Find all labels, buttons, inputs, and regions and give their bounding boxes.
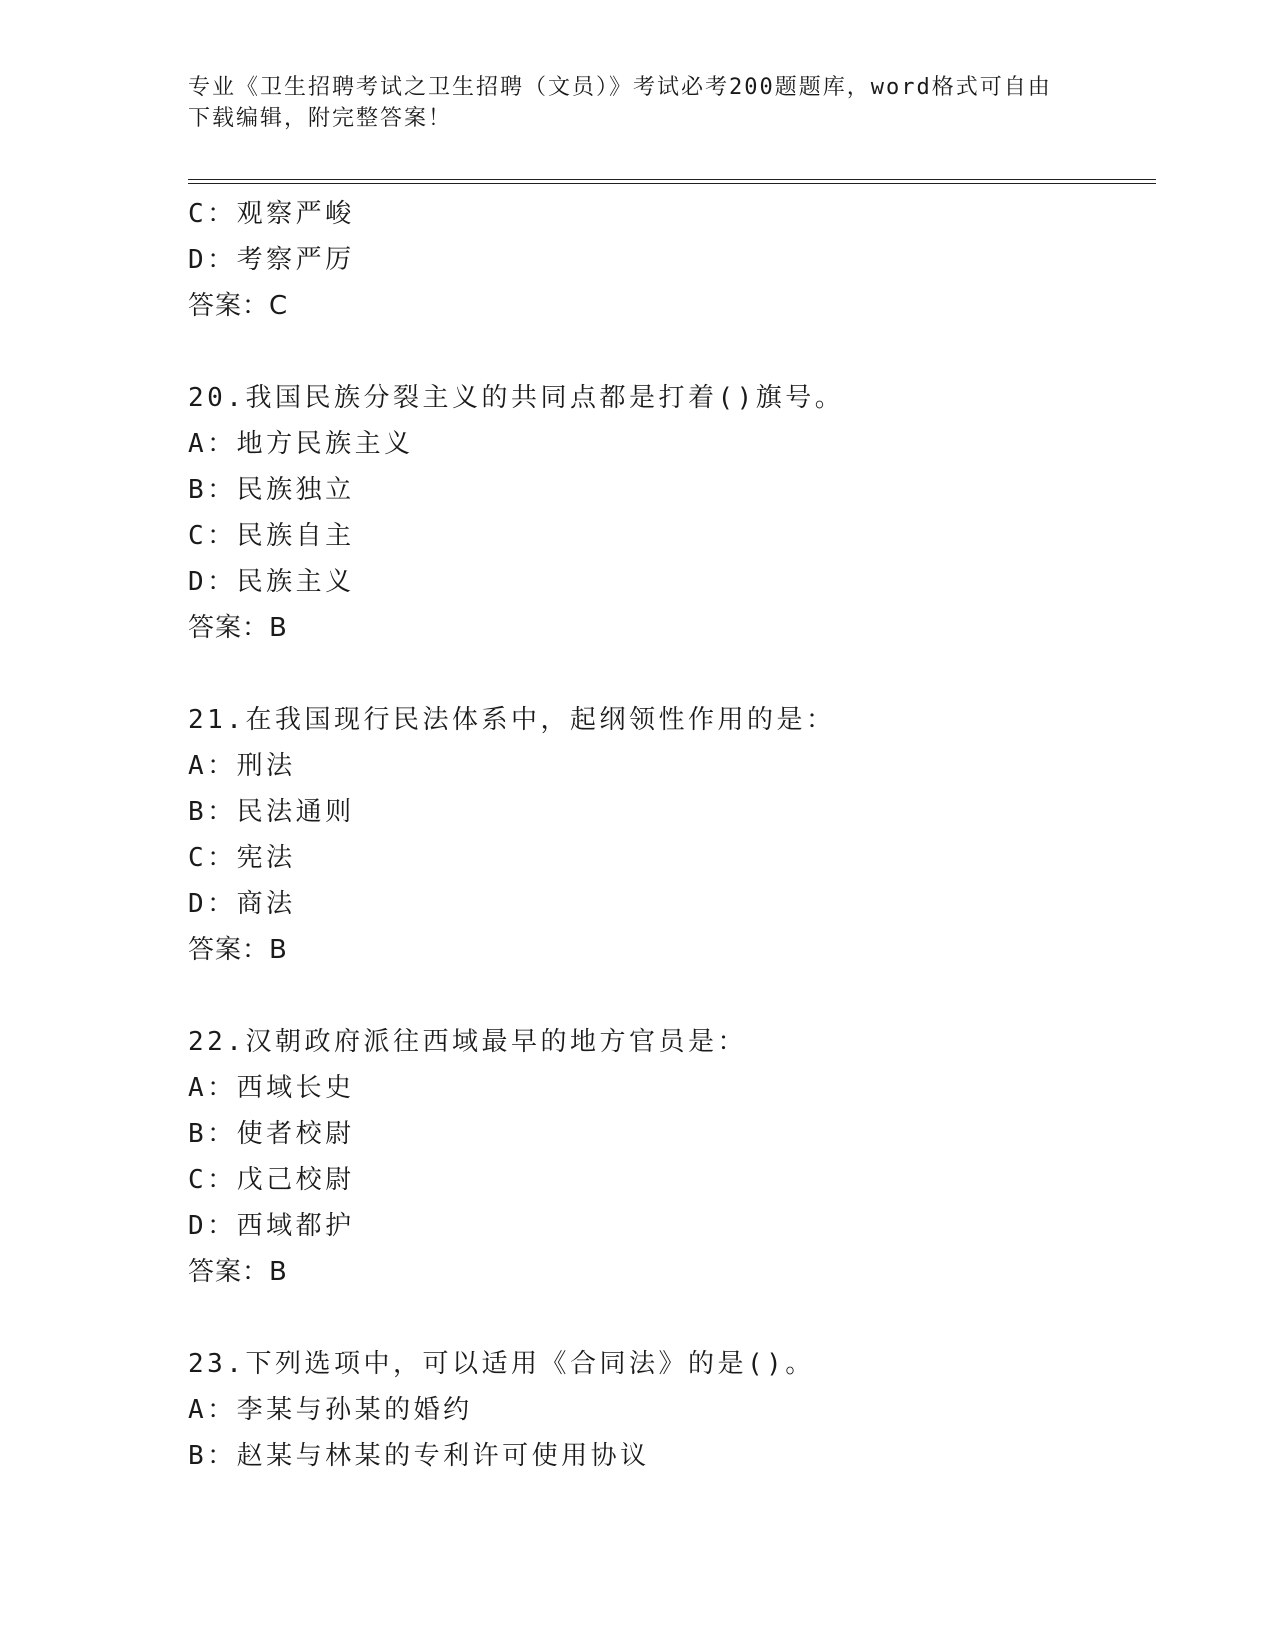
question-list xyxy=(188,191,1148,1479)
option-c: C：民族自主 xyxy=(188,521,355,551)
answer-line: 答案：B xyxy=(188,935,288,965)
answer-line: 答案：B xyxy=(188,613,288,643)
question-block xyxy=(188,1019,1148,1295)
question-block xyxy=(188,375,1148,651)
option-a: A：李某与孙某的婚约 xyxy=(188,1395,473,1425)
option-a: A：刑法 xyxy=(188,751,296,781)
option-c: C：观察严峻 xyxy=(188,199,355,229)
answer-line: 答案：C xyxy=(188,291,289,321)
document-header: 专业《卫生招聘考试之卫生招聘（文员）》考试必考200题题库，word格式可自由下载编辑，附完整答案！ xyxy=(188,75,1052,131)
question-stem: 20.我国民族分裂主义的共同点都是打着()旗号。 xyxy=(188,383,845,413)
spacer xyxy=(188,329,1148,375)
spacer xyxy=(188,651,1148,697)
spacer xyxy=(188,973,1148,1019)
question-block-partial xyxy=(188,191,1148,329)
option-c: C：戊己校尉 xyxy=(188,1165,355,1195)
option-a: A：地方民族主义 xyxy=(188,429,414,459)
header-divider-bottom xyxy=(188,183,1156,184)
answer-line: 答案：B xyxy=(188,1257,288,1287)
option-b: B：使者校尉 xyxy=(188,1119,355,1149)
option-c: C：宪法 xyxy=(188,843,296,873)
question-stem: 22.汉朝政府派往西域最早的地方官员是： xyxy=(188,1027,747,1057)
option-a: A：西域长史 xyxy=(188,1073,355,1103)
option-d: D：西域都护 xyxy=(188,1211,355,1241)
question-stem: 21.在我国现行民法体系中，起纲领性作用的是： xyxy=(188,705,836,735)
header-divider-top xyxy=(188,179,1156,180)
option-b: B：民法通则 xyxy=(188,797,355,827)
question-stem: 23.下列选项中，可以适用《合同法》的是()。 xyxy=(188,1349,815,1379)
option-d: D：考察严厉 xyxy=(188,245,355,275)
option-b: B：赵某与林某的专利许可使用协议 xyxy=(188,1441,650,1471)
spacer xyxy=(188,1295,1148,1341)
question-block xyxy=(188,1341,1148,1479)
option-d: D：商法 xyxy=(188,889,296,919)
question-block xyxy=(188,697,1148,973)
option-d: D：民族主义 xyxy=(188,567,355,597)
option-b: B：民族独立 xyxy=(188,475,355,505)
